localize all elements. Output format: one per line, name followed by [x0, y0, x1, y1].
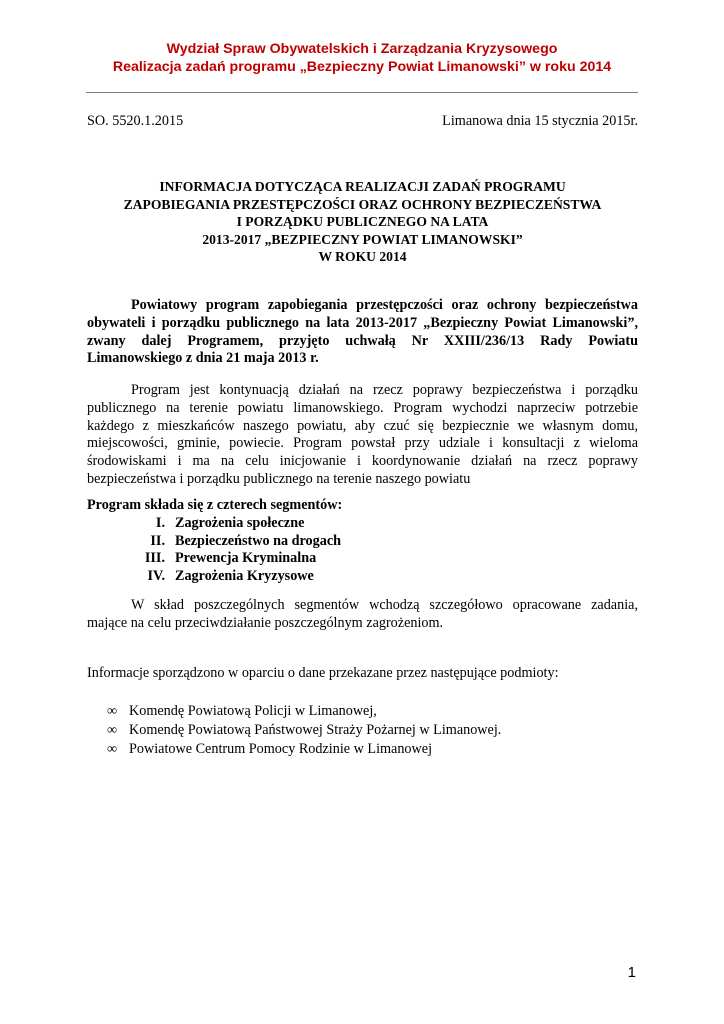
sources-list [107, 702, 501, 759]
sources-intro: Informacje sporządzono w oparciu o dane przekazane przez następujące podmioty: [87, 665, 559, 681]
segment-label: Prewencja Kryminalna [175, 550, 317, 567]
segment-number: II. [150, 532, 165, 549]
paragraph-line: publicznego na terenie powiatu limanowskiego. Program wychodzi naprzeciw potrzebie [87, 399, 638, 416]
reference-number: SO. 5520.1.2015 [87, 113, 184, 129]
paragraph-program-adoption [87, 297, 638, 368]
paragraph-line: bezpieczeństwa i porządku publicznego na terenie naszego powiatu [87, 470, 471, 487]
paragraph-line: W skład poszczególnych segmentów wchodzą szczegółowo opracowane zadania, [131, 597, 638, 613]
header-program: Realizacja zadań programu „Bezpieczny Powiat Limanowski” w roku 2014 [112, 59, 612, 75]
source-entity: Komendę Powiatową Państwowej Straży Pożarnej w Limanowej. [129, 722, 502, 738]
paragraph-line: Powiatowy program zapobiegania przestępczości oraz ochrony bezpieczeństwa [131, 297, 638, 313]
infinity-bullet-icon: ∞ [107, 741, 118, 757]
paragraph-line: zwany dalej Programem, przyjęto uchwałą Nr XXIII/236/13 Rady Powiatu [87, 332, 638, 349]
segment-label: Zagrożenia Kryzysowe [175, 568, 314, 585]
list-item [107, 702, 501, 721]
document-header [86, 40, 638, 76]
segments-intro: Program składa się z czterech segmentów: [87, 497, 343, 513]
paragraph-line: obywateli i porządku publicznego na lata 2013-2017 „Bezpieczny Powiat Limanowski”, [87, 314, 638, 331]
source-entity: Komendę Powiatową Policji w Limanowej, [129, 703, 377, 719]
list-item [87, 550, 342, 568]
list-item [107, 740, 501, 759]
list-item [87, 533, 342, 551]
source-entity: Powiatowe Centrum Pomocy Rodzinie w Limanowej [129, 741, 433, 757]
segment-number: IV. [147, 568, 165, 585]
paragraph-line: Program jest kontynuacją działań na rzecz poprawy bezpieczeństwa i porządku [131, 382, 638, 398]
segment-number: I. [155, 514, 165, 531]
segment-number: III. [144, 550, 165, 567]
title-line: W ROKU 2014 [318, 249, 407, 264]
paragraph-line: Limanowskiego z dnia 21 maja 2013 r. [87, 350, 319, 367]
paragraph-line: mające na celu przeciwdziałanie poszczególnym zagrożeniom. [87, 614, 444, 631]
header-divider [86, 92, 638, 93]
title-line: INFORMACJA DOTYCZĄCA REALIZACJI ZADAŃ PROGRAMU [159, 179, 566, 194]
header-department: Wydział Spraw Obywatelskich i Zarządzania Kryzysowego [166, 41, 558, 57]
segments-list [87, 515, 342, 586]
list-item [107, 721, 501, 740]
reference-row [87, 113, 638, 130]
paragraph-line: każdego z mieszkańców naszego powiatu, aby czuć się bezpiecznie we własnym domu, [87, 417, 638, 434]
paragraph-segment-tasks [87, 597, 638, 633]
infinity-bullet-icon: ∞ [107, 722, 118, 738]
place-date: Limanowa dnia 15 stycznia 2015r. [442, 113, 638, 129]
paragraph-line: miejscowości, gminie, powiecie. Program powstał przy udziale i konsultacji z wieloma [87, 435, 638, 452]
document-title [87, 178, 638, 266]
title-line: 2013-2017 „BEZPIECZNY POWIAT LIMANOWSKI” [202, 231, 523, 247]
paragraph-line: środowiskami i ma na celu inicjowanie i koordynowanie działań na rzecz poprawy [87, 453, 638, 470]
segment-label: Bezpieczeństwo na drogach [175, 532, 342, 549]
list-item [87, 515, 342, 533]
title-line: ZAPOBIEGANIA PRZESTĘPCZOŚCI ORAZ OCHRONY BEZPIECZEŃSTWA [123, 196, 602, 212]
infinity-bullet-icon: ∞ [107, 703, 118, 719]
list-item [87, 568, 342, 586]
segments-section [87, 497, 342, 586]
title-line: I PORZĄDKU PUBLICZNEGO NA LATA [236, 214, 489, 229]
paragraph-program-description [87, 382, 638, 489]
segment-label: Zagrożenia społeczne [175, 514, 305, 531]
page-number: 1 [627, 964, 636, 981]
